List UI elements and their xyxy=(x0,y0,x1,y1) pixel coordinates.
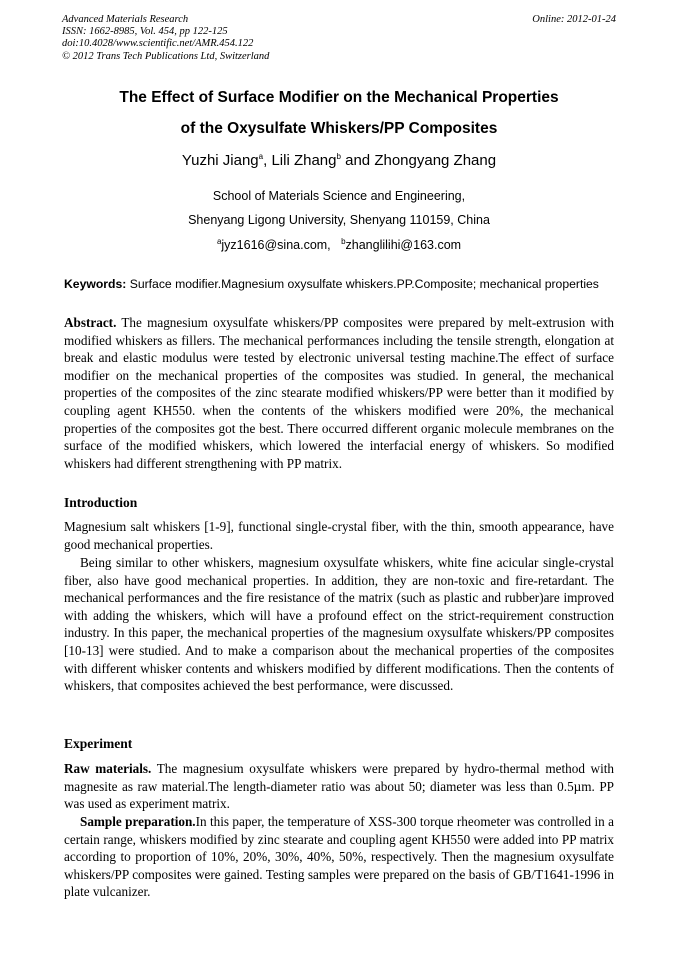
author-2-sup: b xyxy=(336,152,341,161)
introduction-heading: Introduction xyxy=(64,495,138,510)
author-1-sup: a xyxy=(258,152,264,161)
author-separator: , xyxy=(263,152,272,169)
author-2: Lili Zhang xyxy=(271,152,337,169)
abstract xyxy=(64,314,614,472)
author-1: Yuzhi Jiang xyxy=(181,152,259,169)
journal-copyright: © 2012 Trans Tech Publications Ltd, Switzerland xyxy=(62,50,270,62)
email-a[interactable]: jyz1616@sina.com, xyxy=(221,238,331,252)
abstract-text: The magnesium oxysulfate whiskers/PP composites were prepared by melt-extrusion with modified whiskers as fillers. The mechanical performances including the tensile strength, elongation at break and elastic modulus were tested by electronic universal testing machine.The effect of surface modifier on the mechanical properties of the composites was studied. In general, the mechanical properties of the composites of the zinc stearate modified whiskers/PP were better than it modified by coupling agent KH550. when the contents of the whiskers modified were 20%, the mechanical properties of the composites got the best. There occurred different organic molecule membranes on the surface of the modified whiskers, which lowered the interfacial energy of whiskers. So modified whiskers had different strengthening with PP matrix. xyxy=(64,315,614,471)
sample-preparation-paragraph xyxy=(64,813,614,901)
keywords-label: Keywords: xyxy=(64,277,127,291)
keywords xyxy=(64,276,616,292)
sample-preparation-label: Sample preparation. xyxy=(80,814,196,829)
sample-preparation-text: In this paper, the temperature of XSS-300 torque rheometer was controlled in a certain range, whiskers modified by zinc stearate and coupling agent KH550 were added into PP matrix according to proportion of 10%, 20%, 30%, 40%, 50%, respectively. Then the magnesium oxysulfate whiskers/PP composites were gained. Testing samples were prepared on the basis of GB/T1641-1996 in plate vulcanizer. xyxy=(64,814,614,900)
journal-issn: ISSN: 1662-8985, Vol. 454, pp 122-125 xyxy=(62,26,228,38)
introduction-paragraph-1: Magnesium salt whiskers [1-9], functional single-crystal fiber, with the thin, smooth appearance, have good mechanical properties. xyxy=(64,519,614,552)
raw-materials-label: Raw materials. xyxy=(64,761,152,776)
abstract-label: Abstract. xyxy=(64,315,117,330)
affiliation-line-2: Shenyang Ligong University, Shenyang 110159, China xyxy=(188,213,490,227)
introduction-paragraph-2: Being similar to other whiskers, magnesium oxysulfate whiskers, white fine acicular single-crystal fiber, also have good mechanical properties. In addition, they are non-toxic and fire-retardant. The mechanical performances and the fire resistance of the matrix (such as plastic and rubber)are improved with adding the whiskers, which will have a profound effect on the strict-requirement construction industry. In this paper, the mechanical properties of the magnesium oxysulfate whiskers/PP composites [10-13] were studied. And to make a comparison about the mechanical properties of the composites with different whisker contents and whiskers modified by different modifications. Then the contents of whiskers, that composites achieved the best performance, were discussed. xyxy=(64,555,614,694)
raw-materials-text: The magnesium oxysulfate whiskers were prepared by hydro-thermal method with magnesite as raw material.The length-diameter ratio was about 50; diameter was less than 0.5µm. PP was used as experiment matrix. xyxy=(64,761,614,812)
affiliation-line-1: School of Materials Science and Engineering, xyxy=(212,189,466,203)
author-list xyxy=(62,151,616,171)
keywords-text: Surface modifier.Magnesium oxysulfate whiskers.PP.Composite; mechanical properties xyxy=(126,277,599,291)
author-emails xyxy=(62,237,616,253)
email-b[interactable]: zhanglilihi@163.com xyxy=(345,238,462,252)
email-a-sup: a xyxy=(216,236,222,246)
journal-doi: doi:10.4028/www.scientific.net/AMR.454.122 xyxy=(62,38,254,50)
paper-title-line-1: The Effect of Surface Modifier on the Mechanical Properties xyxy=(119,89,559,106)
paper-title-line-2: of the Oxysulfate Whiskers/PP Composites xyxy=(180,120,498,137)
raw-materials-paragraph xyxy=(64,760,614,813)
author-3: and Zhongyang Zhang xyxy=(340,152,497,169)
email-b-sup: b xyxy=(341,236,346,246)
online-date: Online: 2012-01-24 xyxy=(532,14,616,25)
journal-name: Advanced Materials Research xyxy=(62,14,189,25)
journal-header xyxy=(62,14,616,63)
experiment-heading: Experiment xyxy=(64,736,133,751)
